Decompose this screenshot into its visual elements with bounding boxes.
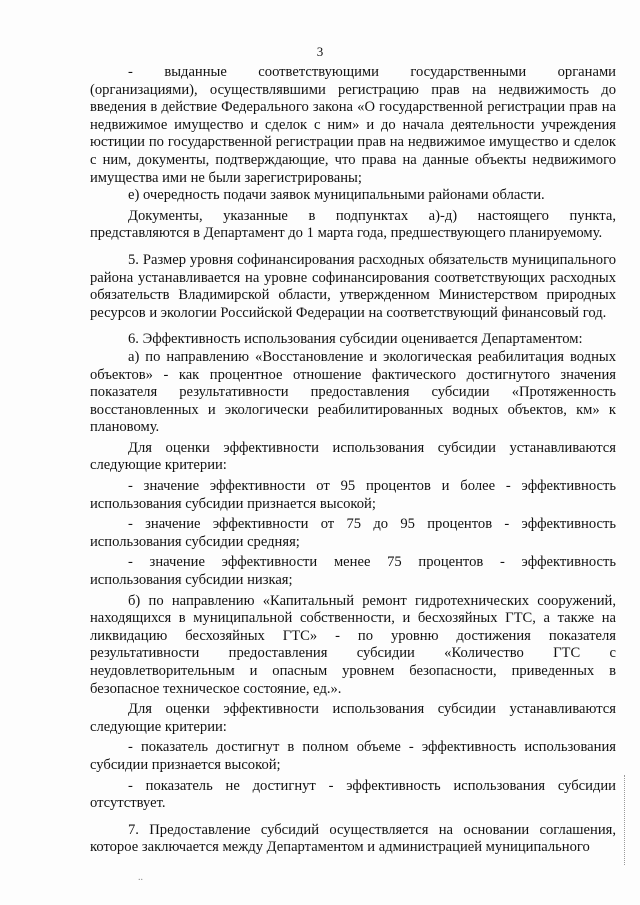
paragraph-indicator-achieved: - показатель достигнут в полном объеме - эффективность использования субсидии признается высокой;	[90, 739, 616, 773]
paragraph-criterion-high: - значение эффективности от 95 процентов и более - эффективность использования субсидии признается высокой;	[90, 478, 616, 512]
scan-foot-mark: ..	[138, 872, 143, 883]
paragraph-criterion-medium: - значение эффективности от 75 до 95 процентов - эффективность использования субсидии средняя;	[90, 516, 616, 550]
paragraph-direction-b: б) по направлению «Капитальный ремонт гидротехнических сооружений, находящихся в муниципальной собственности, и бесхозяйных ГТС, а также на ликвидацию бесхозяйных ГТС» - по уровню достижения показателя результативности предоставления субсидии «Количество ГТС с неудовлетворительным и опасным уровнем безопасности, приведенных в безопасное техническое состояние, ед.».	[90, 592, 616, 697]
scan-margin-mark	[624, 775, 626, 865]
paragraph-clause-7: 7. Предоставление субсидий осуществляется на основании соглашения, которое заключается между Департаментом и администрацией муниципального	[90, 821, 616, 856]
paragraph-direction-a: а) по направлению «Восстановление и экологическая реабилитация водных объектов» - как процентное отношение фактического достигнутого значения показателя результативности предоставления субсидии «Протяженность восстановленных и экологически реабилитированных водных объектов, км» к плановому.	[90, 348, 616, 436]
paragraph-item-e: е) очередность подачи заявок муниципальными районами области.	[128, 187, 545, 204]
paragraph-criteria-intro-a: Для оценки эффективности использования субсидии устанавливаются следующие критерии:	[90, 439, 616, 474]
paragraph-clause-6: 6. Эффективность использования субсидии оценивается Департаментом:	[128, 331, 583, 348]
paragraph-indicator-not-achieved: - показатель не достигнут - эффективность использования субсидии отсутствует.	[90, 777, 616, 812]
paragraph-criteria-intro-b: Для оценки эффективности использования субсидии устанавливаются следующие критерии:	[90, 701, 616, 735]
document-body	[90, 64, 616, 857]
paragraph-registration-documents: - выданные соответствующими государственными органами (организациями), осуществлявшими регистрацию прав на недвижимость до введения в действие Федерального закона «О государственной регистрации прав на недвижимое имущество и сделок с ним» и до начала деятельности учреждения юстиции по государственной регистрации прав на недвижимое имущество и сделок с ним, документы, подтверждающие, что права на данные объекты недвижимого имущества ими не были зарегистрированы;	[90, 64, 616, 186]
paragraph-criterion-low: - значение эффективности менее 75 процентов - эффективность использования субсидии низкая;	[90, 554, 616, 589]
paragraph-documents-deadline: Документы, указанные в подпунктах а)-д) настоящего пункта, представляются в Департамент до 1 марта года, предшествующего планируемому.	[90, 207, 616, 242]
page-number: 3	[316, 44, 324, 59]
paragraph-clause-5: 5. Размер уровня софинансирования расходных обязательств муниципального района устанавливается на уровне софинансирования соответствующих расходных обязательств Владимирской области, утвержденном Министерством природных ресурсов и экологии Российской Федерации на соответствующий финансовый год.	[90, 251, 616, 321]
